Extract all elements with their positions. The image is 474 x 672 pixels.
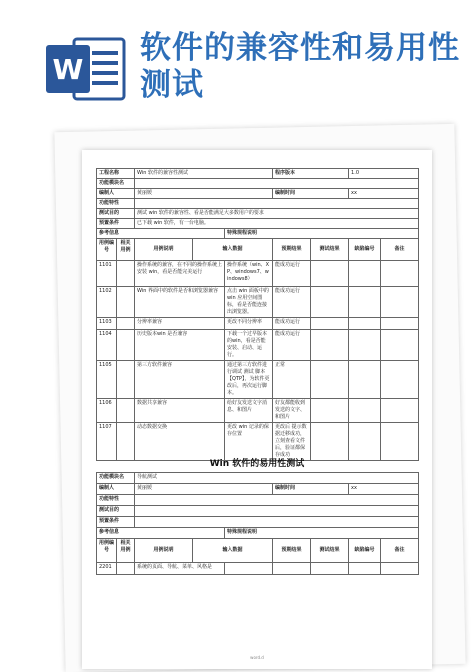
cell: 测试目的 [97,506,135,517]
cell [117,563,135,575]
cell [311,563,349,575]
table-row [97,199,419,209]
header-cell: 缺陷编号 [349,239,381,261]
cell: 好友都能收到发送的文字、和图片 [273,399,311,423]
table-row [97,330,419,361]
cell: 系统的页面、导航、菜单、风格是 [135,563,225,575]
cell: 已下载 win 软件，有一台电脑。 [135,219,419,229]
cell [225,563,273,575]
cell [311,318,349,330]
cell: 1106 [97,399,117,423]
table-row [97,219,419,229]
cell: 工程名称 [97,169,135,179]
table-row [97,318,419,330]
page-footer: word.d [250,655,264,660]
cell: 预置条件 [97,517,135,528]
cell [117,330,135,361]
cell [349,399,381,423]
table-row [97,423,419,461]
section-title: Win 软件的易用性测试 [209,459,305,469]
cell: 1103 [97,318,117,330]
word-document-icon [44,35,128,103]
cell [349,287,381,318]
cell [381,318,419,330]
cell [117,423,135,461]
cell [381,361,419,399]
header-cell: 预期结果 [273,539,311,563]
table-row [97,229,419,239]
cell: 特殊规程说明 [225,528,419,539]
cell: 黄丽媛 [135,484,273,495]
cell: 能成功运行 [273,287,311,318]
cell [117,261,135,287]
cell: 功能模块名 [97,473,135,484]
cell [349,361,381,399]
cell [311,287,349,318]
cell [381,399,419,423]
header-cell: 预期结果 [273,239,311,261]
usability-test-table [96,472,419,575]
cell: 能成功运行 [273,261,311,287]
header-cell: 用例编号 [97,239,117,261]
cell [135,506,419,517]
table-row [97,506,419,517]
cell [381,330,419,361]
cell: 点击 win 面板中的 win 应用空间图标，看是否能连接出浏览器。 [225,287,273,318]
cell: 给好友发送文字消息、和图片 [225,399,273,423]
cell: 功能特性 [97,199,135,209]
table-header-row [97,239,419,261]
cell [349,423,381,461]
cell [117,318,135,330]
cell [381,423,419,461]
table-row [97,361,419,399]
cell [349,330,381,361]
table-header-row [97,539,419,563]
header-cell: 输入数据 [193,539,273,563]
cell: 导航测试 [135,473,419,484]
table-row [97,517,419,528]
table-row [97,399,419,423]
header-cell: 备注 [381,239,419,261]
cell: 编制时间 [273,189,349,199]
table-row [97,473,419,484]
cell [381,563,419,575]
cell [135,517,419,528]
cell: 分辨率兼容 [135,318,225,330]
cell: 编制人 [97,484,135,495]
cell: 更改不同分辨率 [225,318,273,330]
cell: 1.0 [349,169,419,179]
cell: Win 界面中的软件是否和浏览器兼容 [135,287,225,318]
cell [117,361,135,399]
cell: 历史版本win 是否兼容 [135,330,225,361]
header-cell: 测试结果 [311,539,349,563]
cell [381,261,419,287]
cell: xx [349,189,419,199]
compatibility-test-table [96,168,419,461]
cell: 更改 win 记录的保存位置 [225,423,273,461]
table-row [97,169,419,179]
header-cell: 相关用例 [117,539,135,563]
header-cell: 缺陷编号 [349,539,381,563]
cell [381,287,419,318]
cell [311,261,349,287]
header-cell: 用例说明 [135,239,193,261]
cell [349,261,381,287]
cell: 测试目的 [97,209,135,219]
cell: 1105 [97,361,117,399]
cell: 第三方软件兼容 [135,361,225,399]
cell: 编制时间 [273,484,349,495]
header-cell: 用例编号 [97,539,117,563]
cell: 编制人 [97,189,135,199]
cell: 1107 [97,423,117,461]
table-row [97,179,419,189]
cell: 1101 [97,261,117,287]
table-row [97,563,419,575]
cell [311,361,349,399]
cell: 通过第三方软件进行调试 测试 脚本【QTP】，为软件更改后，再次运行脚本。 [225,361,273,399]
cell: 操作系统（win、XP、windows7、windows8） [225,261,273,287]
cell [311,330,349,361]
cell: 数据共享兼容 [135,399,225,423]
page-title: 软件的兼容性和易用性测试 [140,30,460,103]
cell [135,495,419,506]
cell: 动态数据交换 [135,423,225,461]
cell: 2201 [97,563,117,575]
cell: 1102 [97,287,117,318]
cell [311,399,349,423]
cell: 正常 [273,361,311,399]
cell: 功能特性 [97,495,135,506]
cell: 1104 [97,330,117,361]
cell: 黄丽媛 [135,189,273,199]
header-cell: 输入数据 [193,239,273,261]
table-row [97,495,419,506]
cell: 操作系统的兼容，在不同的操作系统上安装 win，看是否能完美运行 [135,261,225,287]
cell: 参考信息 [97,229,225,239]
cell: 程序版本 [273,169,349,179]
cell: 测试 win 软件的兼容性、看是否能满足大多数用户的要求 [135,209,419,219]
cell [117,287,135,318]
cell: 功能模块名 [97,179,135,189]
table-row [97,261,419,287]
banner [0,0,474,118]
cell: xx [349,484,419,495]
header-cell: 用例说明 [135,539,193,563]
table-row [97,287,419,318]
table-row [97,528,419,539]
cell: 参考信息 [97,528,225,539]
cell: 能成功运行 [273,330,311,361]
table-row [97,484,419,495]
cell [311,423,349,461]
header-cell: 备注 [381,539,419,563]
header-cell: 相关用例 [117,239,135,261]
document-page [82,150,432,669]
cell: 下载一个过早版本的win，看是否能安装、启动、运行。 [225,330,273,361]
header-cell: 测试结果 [311,239,349,261]
cell: 更改后 提示数据迁移成功，立刻查看文件后，验证都保存成功 [273,423,311,461]
cell [349,563,381,575]
cell [273,563,311,575]
cell [135,179,419,189]
cell: 特殊规程说明 [225,229,419,239]
table-row [97,209,419,219]
cell: 预置条件 [97,219,135,229]
cell: Win 软件的兼容性测试 [135,169,273,179]
cell [117,399,135,423]
svg-text:W: W [52,53,84,86]
cell: 能成功运行 [273,318,311,330]
cell [135,199,419,209]
table-row [97,189,419,199]
cell [349,318,381,330]
